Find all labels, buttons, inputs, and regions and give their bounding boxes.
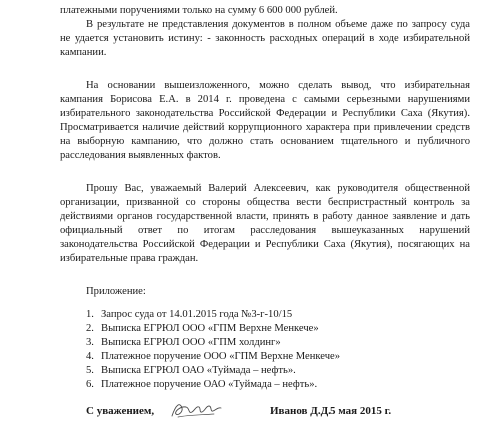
- list-item-number: 4.: [86, 351, 94, 362]
- paragraph-line: В результате не представления документов в полном объеме даже по запросу суда: [86, 19, 470, 30]
- paragraph-line: на выборную кампанию, что должно стать основанием тщательного и публичного: [60, 136, 470, 147]
- paragraph-line: Прошу Вас, уважаемый Валерий Алексеевич, как руководителя общественной: [86, 183, 470, 194]
- paragraph-line: избирательные права граждан.: [60, 253, 199, 264]
- signature-date: 5 мая 2015 г.: [330, 405, 392, 417]
- list-item-number: 1.: [86, 309, 94, 320]
- paragraph-line: платежными поручениями только на сумму 6 600 000 рублей.: [60, 5, 338, 16]
- list-item: Платежное поручение ОАО «Туймада – нефть».: [101, 379, 318, 390]
- closing-greeting: С уважением,: [86, 405, 155, 417]
- list-item-number: 3.: [86, 337, 94, 348]
- paragraph-line: организации, призванной со стороны общества вести беспристрастный контроль за: [60, 197, 470, 208]
- paragraph-line: законодательства Российской Федерации и Республики Саха (Якутия), посягающих на: [60, 239, 470, 250]
- paragraph-line: официальный ответ по итогам расследования вышеуказанных нарушений: [60, 225, 470, 236]
- list-item-number: 6.: [86, 379, 94, 390]
- paragraph-line: не удается установить истину: - законность расходных операций в ходе избирательной: [60, 33, 470, 44]
- list-item: Запрос суда от 14.01.2015 года №3-г-10/15: [101, 309, 293, 320]
- paragraph-line: Просматривается наличие действий коррупционного характера при привлечении средств: [60, 122, 470, 133]
- attachments-heading: Приложение:: [86, 286, 146, 297]
- signatory-name: Иванов Д.Д.: [270, 405, 331, 417]
- list-item: Выписка ЕГРЮЛ ООО «ГПМ Верхне Менкече»: [101, 323, 319, 334]
- paragraph-line: действиями органов государственной власти, принять в работу данное заявление и дать: [60, 211, 470, 222]
- paragraph-line: кампании.: [60, 47, 107, 58]
- paragraph-line: кампания Борисова Е.А. в 2014 г. проведена с самыми серьезными нарушениями: [60, 94, 470, 105]
- handwritten-signature-icon: [166, 398, 226, 422]
- list-item-number: 2.: [86, 323, 94, 334]
- signature-block: [86, 405, 416, 425]
- list-item: Выписка ЕГРЮЛ ОАО «Туймада – нефть».: [101, 365, 296, 376]
- list-item: Выписка ЕГРЮЛ ООО «ГПМ холдинг»: [101, 337, 281, 348]
- paragraph-line: На основании вышеизложенного, можно сделать вывод, что избирательная: [86, 80, 470, 91]
- list-item: Платежное поручение ООО «ГПМ Верхне Менкече»: [101, 351, 341, 362]
- list-item-number: 5.: [86, 365, 94, 376]
- paragraph-line: избирательного законодательства Российской Федерации и Республики Саха (Якутия).: [60, 108, 470, 119]
- paragraph-line: расследования выявленных фактов.: [60, 150, 221, 161]
